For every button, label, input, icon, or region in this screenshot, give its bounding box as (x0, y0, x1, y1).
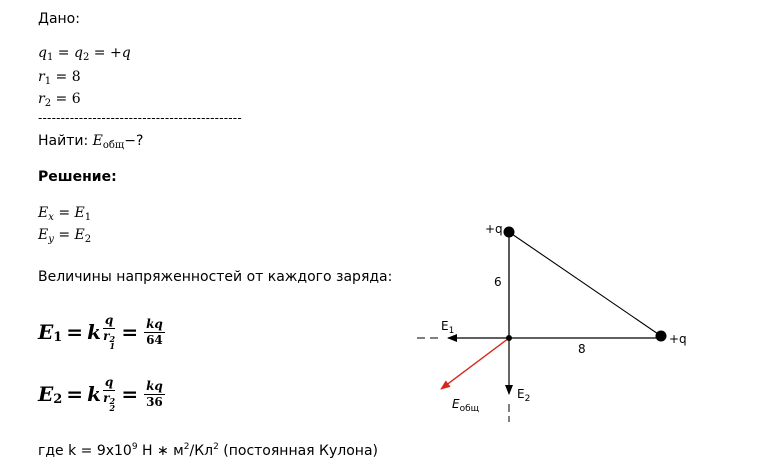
r1-symbol: r (38, 69, 45, 85)
find-var: E (92, 133, 103, 149)
r2-value: 6 (71, 91, 81, 107)
e1-diagram-label: $E_1$ (441, 319, 455, 336)
e2-result-num: kq (144, 380, 165, 395)
r2-line: $r_2 = 6$ (38, 91, 81, 109)
e1-symbol: E (74, 205, 85, 221)
ex-subscript: x (48, 212, 54, 223)
footnote-after: /Кл (189, 443, 214, 459)
e1-result-num: kq (144, 318, 165, 333)
ex-symbol: E (38, 205, 49, 221)
find-label: Найти: (38, 133, 89, 149)
charge-top-label: +q (485, 222, 503, 236)
q2-subscript: 2 (82, 52, 90, 63)
ey-symbol: E (38, 227, 49, 243)
given-divider: --------------------------------------------- (38, 111, 242, 125)
e1-formula-lhs: E (38, 320, 54, 345)
coulomb-k: k (87, 320, 101, 345)
charges-equality-line: $q_1 = q_2 = +q$ (38, 45, 131, 63)
e2-formula-lhs: E (38, 382, 54, 407)
q2-symbol: q (73, 45, 83, 61)
footnote-suffix: (постоянная Кулона) (218, 443, 378, 459)
e1-fraction-num: q (103, 314, 115, 329)
hypotenuse-line (509, 232, 661, 336)
e2-den-sub: 2 (109, 403, 116, 414)
q1-symbol: q (38, 45, 47, 61)
side-horizontal-label: 8 (578, 342, 586, 356)
side-vertical-label: 6 (494, 275, 502, 289)
e1-den-sub: 1 (109, 341, 116, 352)
e2-subscript: 2 (84, 234, 92, 245)
e1-fraction-den: r (103, 329, 110, 344)
charge-value: +q (109, 45, 131, 61)
find-suffix: −? (124, 133, 144, 149)
e2-fraction-num: q (103, 376, 115, 391)
q1-subscript: 1 (46, 52, 54, 63)
ey-subscript: y (48, 234, 54, 245)
footnote-exp: 9 (131, 442, 138, 452)
ex-line: $E_x = E_1$ (38, 205, 92, 223)
r1-subscript: 1 (44, 76, 52, 87)
e2-diagram-label: $E_2$ (517, 387, 531, 404)
equals-sign: = (121, 382, 139, 407)
footnote-middle: Н ∗ м (137, 443, 184, 459)
equals-sign: = (66, 382, 84, 407)
e2-formula-lhs-subscript: 2 (53, 391, 63, 407)
charge-right-dot (656, 331, 667, 342)
equals-sign: = (66, 320, 84, 345)
coulomb-k: k (87, 382, 101, 407)
magnitudes-text: Величины напряженностей от каждого заряда: (38, 269, 393, 285)
r1-line: $r_1 = 8$ (38, 69, 81, 87)
footnote-sup3: 2 (213, 442, 219, 452)
r1-value: 8 (71, 69, 81, 85)
e1-den-sup: 2 (109, 334, 116, 345)
resultant-arrow (441, 338, 509, 389)
footnote-prefix: где k = 9x10 (38, 443, 132, 459)
ey-line: $E_y = E_2$ (38, 227, 92, 245)
solution-heading: Решение: (38, 169, 117, 185)
charge-top-dot (504, 227, 515, 238)
e1-formula-lhs-subscript: 1 (53, 329, 63, 345)
e2-symbol: E (74, 227, 85, 243)
equals-sign: = (121, 320, 139, 345)
e2-den-sup: 2 (109, 396, 116, 407)
point-origin-dot (506, 335, 512, 341)
r2-symbol: r (38, 91, 45, 107)
e1-subscript: 1 (84, 212, 92, 223)
etotal-diagram-label: $E_{общ}$ (452, 397, 480, 414)
e2-result-den: 36 (146, 394, 163, 409)
footnote-sup2: 2 (183, 442, 190, 452)
find-var-subscript: общ (102, 140, 125, 151)
e1-result-den: 64 (146, 332, 163, 347)
r2-subscript: 2 (44, 98, 52, 109)
e2-fraction-den: r (103, 391, 110, 406)
given-heading: Дано: (38, 11, 80, 27)
charge-right-label: +q (669, 332, 687, 346)
